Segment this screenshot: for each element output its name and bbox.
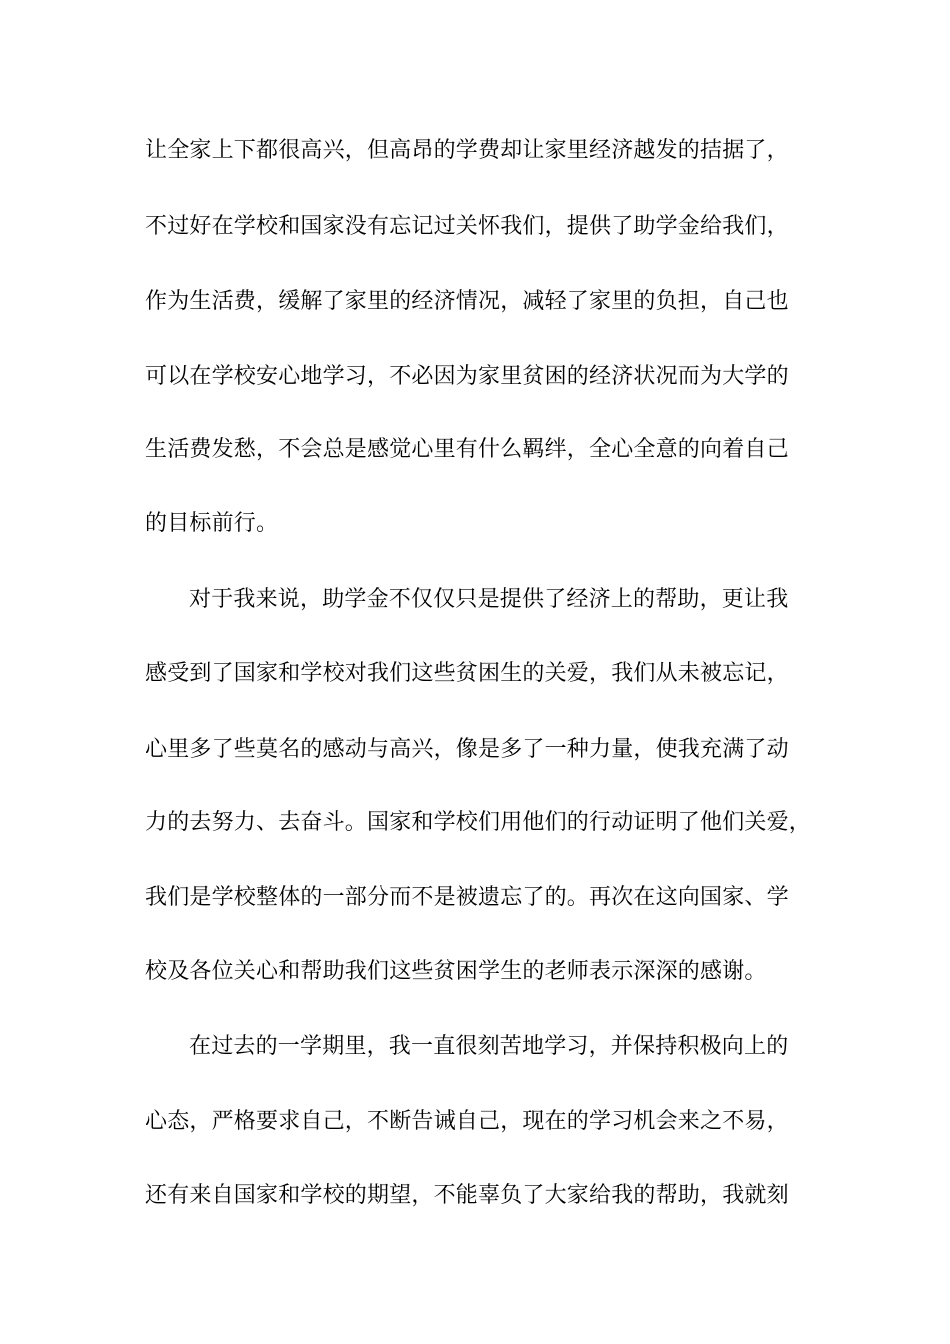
paragraph-first-line: 对于我来说，助学金不仅仅只是提供了经济上的帮助，更让我 bbox=[189, 587, 789, 612]
paragraph-first-line: 在过去的一学期里，我一直很刻苦地学习，并保持积极向上的 bbox=[189, 1034, 789, 1059]
text-line: 还有来自国家和学校的期望，不能辜负了大家给我的帮助，我就刻 bbox=[145, 1183, 789, 1208]
text-line: 可以在学校安心地学习，不必因为家里贫困的经济状况而为大学的 bbox=[145, 364, 789, 389]
text-line: 心态，严格要求自己，不断告诫自己，现在的学习机会来之不易， bbox=[145, 1109, 789, 1134]
text-line: 生活费发愁，不会总是感觉心里有什么羁绊，全心全意的向着自己 bbox=[145, 437, 789, 462]
text-line: 作为生活费，缓解了家里的经济情况，减轻了家里的负担，自己也 bbox=[145, 289, 789, 314]
text-line: 让全家上下都很高兴，但高昂的学费却让家里经济越发的拮据了， bbox=[145, 138, 789, 163]
text-line: 我们是学校整体的一部分而不是被遗忘了的。再次在这向国家、学 bbox=[145, 885, 789, 910]
text-line: 不过好在学校和国家没有忘记过关怀我们，提供了助学金给我们， bbox=[145, 214, 789, 239]
text-line: 校及各位关心和帮助我们这些贫困学生的老师表示深深的感谢。 bbox=[145, 959, 767, 984]
text-line: 的目标前行。 bbox=[145, 511, 279, 536]
text-line: 力的去努力、去奋斗。国家和学校们用他们的行动证明了他们关爱， bbox=[145, 810, 812, 835]
text-line: 心里多了些莫名的感动与高兴，像是多了一种力量，使我充满了动 bbox=[145, 737, 789, 762]
text-line: 感受到了国家和学校对我们这些贫困生的关爱，我们从未被忘记， bbox=[145, 661, 789, 686]
